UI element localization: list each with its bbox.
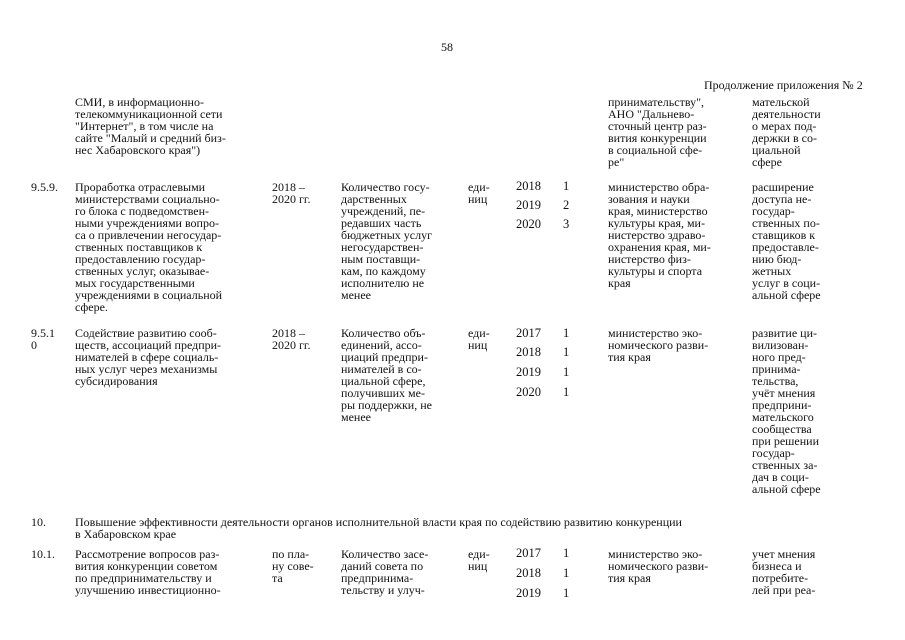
row-indicator: Количество засе- даний совета по предпринима- тельству и улуч-	[341, 547, 429, 597]
row-value: 1	[563, 586, 570, 600]
row-unit: еди- ниц	[468, 180, 490, 206]
row-value: 1	[563, 179, 570, 193]
row-year: 2019	[516, 365, 541, 379]
row-indicator: Количество госу- дарственных учреждений, пе- редавших часть бюджетных услуг негосударствен- ным поставщи- кам, по каждому исполнителю не менее	[341, 180, 432, 302]
row-result: расширение доступа не- государ- ственных по- ставщиков к предоставле- нию бюд- жетных услуг в соци- альной сфере	[752, 180, 821, 302]
row-value: 1	[563, 385, 570, 399]
continuation-note: Продолжение приложения № 2	[704, 78, 863, 92]
row-action: Содействие развитию сооб- ществ, ассоциаций предпри- нимателей в сфере социаль- ных услуг через механизмы субсидирования	[75, 326, 222, 388]
cont-result-text: мательской деятельности о мерах под- держки в со- циальной сфере	[752, 95, 821, 169]
row-action: Проработка отраслевыми министерствами социально- го блока с подведомствен- ными учреждениями вопро- са о привлечении негосудар- ственных поставщиков к предоставлению государ- ственных услуг, оказывае- мых государственными учреждениями в социальной сфере.	[75, 180, 223, 314]
section-number: 10.	[31, 515, 46, 529]
row-indicator: Количество объ- единений, ассо- циаций предпри- нимателей в со- циальной сфере, получивших ме- ры поддержки, не менее	[341, 326, 432, 424]
row-value: 1	[563, 326, 570, 340]
row-value: 1	[563, 365, 570, 379]
row-year: 2018	[516, 179, 541, 193]
row-executor: министерство обра- зования и науки края, министерство культуры края, ми- нистерство здраво- охранения края, ми- нистерство физ- культуры и спорта края	[608, 180, 711, 290]
row-value: 1	[563, 345, 570, 359]
row-number: 9.5.1 0	[31, 326, 55, 352]
page-number: 58	[441, 40, 453, 54]
row-number: 10.1.	[31, 547, 55, 561]
row-year: 2020	[516, 385, 541, 399]
row-action: Рассмотрение вопросов раз- вития конкуренции советом по предпринимательству и улучшению инвестиционно-	[75, 547, 221, 597]
row-year: 2019	[516, 198, 541, 212]
row-term: 2018 – 2020 гг.	[272, 180, 311, 206]
row-unit: еди- ниц	[468, 547, 490, 573]
row-result: развитие ци- вилизован- ного пред- принима- тельства, учёт мнения предприни- мательского сообщества при решении государ- ственных за- дач в соци- альной сфере	[752, 326, 821, 496]
cont-action-text: СМИ, в информационно- телекоммуникационной сети "Интернет", в том числе на сайте "Малый и средний биз- нес Хабаровского края")	[75, 95, 226, 157]
cont-executor-text: принимательству", АНО "Дальнево- сточный центр раз- вития конкуренции в социальной сфе- ре"	[608, 95, 707, 169]
row-year: 2017	[516, 326, 541, 340]
row-year: 2018	[516, 566, 541, 580]
row-year: 2019	[516, 586, 541, 600]
row-value: 2	[563, 198, 570, 212]
row-value: 3	[563, 217, 570, 231]
row-executor: министерство эко- номического разви- тия края	[608, 547, 709, 585]
row-term: по пла- ну сове- та	[272, 547, 314, 585]
row-value: 1	[563, 566, 570, 580]
row-year: 2018	[516, 345, 541, 359]
row-result: учет мнения бизнеса и потребите- лей при реа-	[752, 547, 816, 597]
section-title: Повышение эффективности деятельности органов исполнительной власти края по содействию развитию конкуренции в Хабаровском крае	[75, 515, 682, 541]
row-number: 9.5.9.	[31, 180, 58, 194]
row-unit: еди- ниц	[468, 326, 490, 352]
row-year: 2017	[516, 546, 541, 560]
row-value: 1	[563, 546, 570, 560]
row-year: 2020	[516, 217, 541, 231]
row-term: 2018 – 2020 гг.	[272, 326, 311, 352]
row-executor: министерство эко- номического разви- тия края	[608, 326, 709, 364]
